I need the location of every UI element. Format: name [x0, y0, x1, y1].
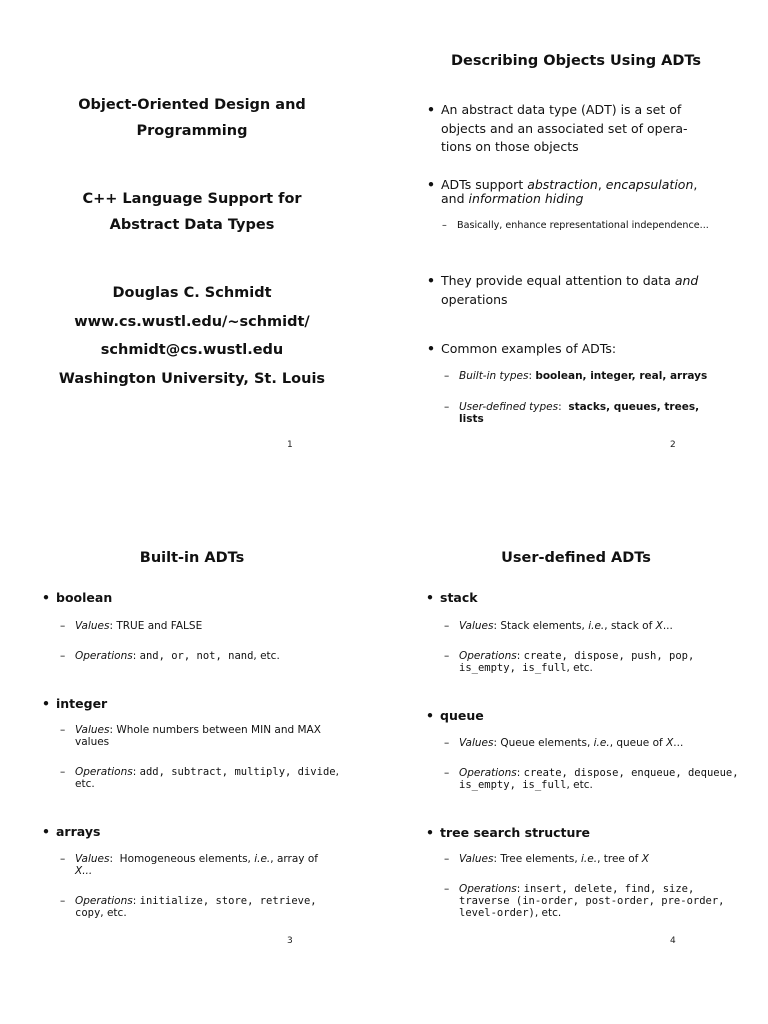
text: and	[441, 191, 469, 206]
text: Values	[75, 620, 110, 632]
text: :	[132, 895, 140, 907]
dash-icon: –	[60, 650, 66, 662]
bullet-equal-attention	[427, 272, 761, 309]
text: :	[493, 737, 501, 749]
text: information hiding	[468, 191, 584, 206]
text: Values	[75, 724, 110, 736]
sub-bullet-tree-ops	[444, 883, 764, 919]
text-line: values	[75, 736, 110, 748]
text: Stack elements,	[500, 620, 589, 632]
sub-bullet-stack-ops	[444, 650, 764, 674]
sub-bullet-boolean-values	[60, 620, 365, 632]
text: X	[641, 853, 649, 865]
bullet-arrays	[42, 823, 101, 842]
text: ...	[673, 737, 684, 749]
sub-bullet-user-types	[444, 401, 764, 425]
code: create, dispose, push, pop,	[523, 650, 695, 662]
dash-icon: –	[444, 370, 450, 382]
text: Values	[459, 853, 494, 865]
text: :	[516, 883, 524, 895]
text: Operations	[75, 895, 133, 907]
text: and	[674, 273, 699, 288]
text: , tree of	[597, 853, 642, 865]
text: Operations	[75, 650, 133, 662]
text-line: Common examples of ADTs:	[441, 341, 617, 356]
code: level-order)	[459, 907, 535, 919]
text: queue	[440, 708, 484, 723]
dash-icon: –	[60, 895, 66, 907]
sub-bullet-queue-values	[444, 737, 764, 749]
sub-bullet-builtin-types	[444, 370, 764, 382]
subtitle-line-2: Abstract Data Types	[109, 217, 275, 233]
title-line-2: Programming	[136, 123, 248, 139]
text: , array of	[270, 853, 318, 865]
bullet-icon: •	[427, 177, 435, 192]
page-number: 3	[287, 936, 293, 946]
text: , queue of	[609, 737, 667, 749]
sub-bullet-arrays-values	[60, 853, 365, 877]
slide-4	[384, 497, 768, 1009]
author-email: schmidt@cs.wustl.edu	[100, 342, 284, 358]
text: stack	[440, 590, 478, 605]
sub-bullet-representation	[442, 220, 762, 232]
text-line	[459, 883, 764, 895]
sub-bullet-integer-values	[60, 724, 365, 748]
dash-icon: –	[60, 620, 66, 632]
bullet-queue	[426, 707, 484, 726]
bullet-integer	[42, 695, 108, 714]
sub-bullet-integer-ops	[60, 766, 370, 790]
dash-icon: –	[444, 767, 450, 779]
code: copy	[75, 907, 101, 919]
text-line	[75, 895, 370, 907]
page-number: 2	[670, 440, 676, 450]
bullet-adt-definition	[427, 101, 761, 157]
text: integer	[56, 696, 108, 711]
text: , etc.	[566, 662, 593, 674]
dash-icon: –	[60, 853, 66, 865]
slide-2	[384, 0, 768, 512]
text: boolean	[56, 590, 113, 605]
code: add, subtract, multiply, divide	[139, 766, 336, 778]
bullet-boolean	[42, 589, 113, 608]
page-number: 1	[287, 440, 293, 450]
text-line: X...	[75, 865, 93, 877]
text: i.e.	[588, 620, 605, 632]
author-url: www.cs.wustl.edu/~schmidt/	[74, 314, 310, 330]
dash-icon: –	[444, 650, 450, 662]
text: encapsulation	[605, 177, 694, 192]
text-line: An abstract data type (ADT) is a set of	[441, 102, 682, 117]
bullet-tree-search-structure	[426, 824, 591, 843]
dash-icon: –	[442, 220, 447, 231]
bullet-icon: •	[427, 341, 435, 356]
text: :	[132, 766, 140, 778]
text: , etc.	[534, 907, 562, 919]
text: Values	[459, 737, 494, 749]
slide-title: Describing Objects Using ADTs	[450, 53, 701, 69]
text-line: lists	[459, 413, 484, 425]
dash-icon: –	[444, 883, 450, 895]
slide-1	[0, 0, 384, 512]
code: insert, delete, find, size,	[523, 883, 695, 895]
text: ,	[335, 766, 339, 778]
text-line	[459, 779, 764, 791]
text: ADTs support	[441, 177, 528, 192]
text: i.e.	[254, 853, 271, 865]
sub-bullet-queue-ops	[444, 767, 764, 791]
text: boolean, integer, real, arrays	[535, 370, 708, 382]
dash-icon: –	[60, 724, 66, 736]
text-line	[459, 401, 764, 413]
text: i.e.	[581, 853, 598, 865]
text-line	[459, 767, 764, 779]
bullet-icon: •	[42, 824, 50, 839]
text: X	[655, 620, 663, 632]
text: X	[666, 737, 674, 749]
bullet-icon: •	[426, 590, 434, 605]
text: ...	[662, 620, 673, 632]
text: , etc.	[253, 650, 280, 662]
bullet-adt-support	[427, 177, 761, 206]
sub-bullet-tree-values	[444, 853, 764, 865]
text: :	[516, 650, 524, 662]
dash-icon: –	[60, 766, 66, 778]
text: Basically, enhance representational independence...	[457, 220, 709, 231]
text-line	[441, 272, 761, 291]
text: Operations	[459, 767, 517, 779]
code: is_empty, is_full	[459, 779, 567, 791]
sub-bullet-arrays-ops	[60, 895, 370, 919]
author-name: Douglas C. Schmidt	[112, 285, 272, 301]
text: tree search structure	[440, 825, 591, 840]
text: arrays	[56, 824, 101, 839]
slide-title: Built-in ADTs	[139, 550, 245, 566]
text: :	[109, 853, 120, 865]
text: Queue elements,	[500, 737, 594, 749]
text: :	[109, 724, 117, 736]
text-line: tions on those objects	[441, 139, 579, 154]
sub-bullet-stack-values	[444, 620, 764, 632]
dash-icon: –	[444, 401, 450, 413]
text: Operations	[75, 766, 133, 778]
text-line	[459, 907, 764, 919]
text-line	[441, 178, 761, 192]
page-number: 4	[670, 936, 676, 946]
text: ,	[693, 177, 698, 192]
text: :	[558, 401, 569, 413]
text: ,	[597, 177, 606, 192]
text: i.e.	[593, 737, 610, 749]
text: They provide equal attention to data	[441, 273, 675, 288]
text: , stack of	[604, 620, 656, 632]
text: TRUE and FALSE	[116, 620, 203, 632]
subtitle-line-1: C++ Language Support for	[82, 191, 302, 207]
text: abstraction	[527, 177, 598, 192]
code: and, or, not, nand	[139, 650, 254, 662]
code: create, dispose, enqueue, dequeue,	[523, 767, 739, 779]
text: :	[516, 767, 524, 779]
text: :	[132, 650, 140, 662]
bullet-stack	[426, 589, 478, 608]
bullet-icon: •	[42, 696, 50, 711]
code: initialize, store, retrieve,	[139, 895, 317, 907]
bullet-common-examples	[427, 340, 761, 359]
text: :	[109, 620, 117, 632]
text-line	[459, 650, 764, 662]
code-line: traverse (in-order, post-order, pre-order,	[459, 895, 725, 907]
text-line	[75, 853, 365, 865]
author-affiliation: Washington University, St. Louis	[58, 371, 326, 387]
dash-icon: –	[444, 737, 450, 749]
code: is_empty, is_full	[459, 662, 567, 674]
slide-title: User-defined ADTs	[501, 550, 651, 566]
text: Operations	[459, 883, 517, 895]
text-line	[459, 662, 764, 674]
text-line: objects and an associated set of opera-	[441, 120, 688, 136]
text: Whole numbers between MIN and MAX	[116, 724, 321, 736]
text: Operations	[459, 650, 517, 662]
title-line-1: Object-Oriented Design and	[78, 97, 306, 113]
text: :	[493, 853, 501, 865]
text: Values	[75, 853, 110, 865]
text: Homogeneous elements,	[119, 853, 255, 865]
text: Built-in types	[459, 370, 529, 382]
bullet-icon: •	[427, 273, 435, 288]
text: Values	[459, 620, 494, 632]
sub-bullet-boolean-ops	[60, 650, 365, 662]
bullet-icon: •	[426, 825, 434, 840]
text-line	[75, 766, 370, 778]
text: , etc.	[100, 907, 127, 919]
text: :	[528, 370, 536, 382]
bullet-icon: •	[42, 590, 50, 605]
bullet-icon: •	[426, 708, 434, 723]
text-line: etc.	[75, 778, 95, 790]
text-line: operations	[441, 291, 508, 307]
dash-icon: –	[444, 853, 450, 865]
text-line	[75, 724, 365, 736]
text: , etc.	[566, 779, 593, 791]
dash-icon: –	[444, 620, 450, 632]
text: stacks, queues, trees,	[568, 401, 700, 413]
slide-3	[0, 497, 384, 1009]
text-line	[75, 907, 370, 919]
text: Tree elements,	[500, 853, 582, 865]
text-line	[441, 192, 761, 206]
text: User-defined types	[459, 401, 559, 413]
bullet-icon: •	[427, 102, 435, 117]
text: :	[493, 620, 501, 632]
